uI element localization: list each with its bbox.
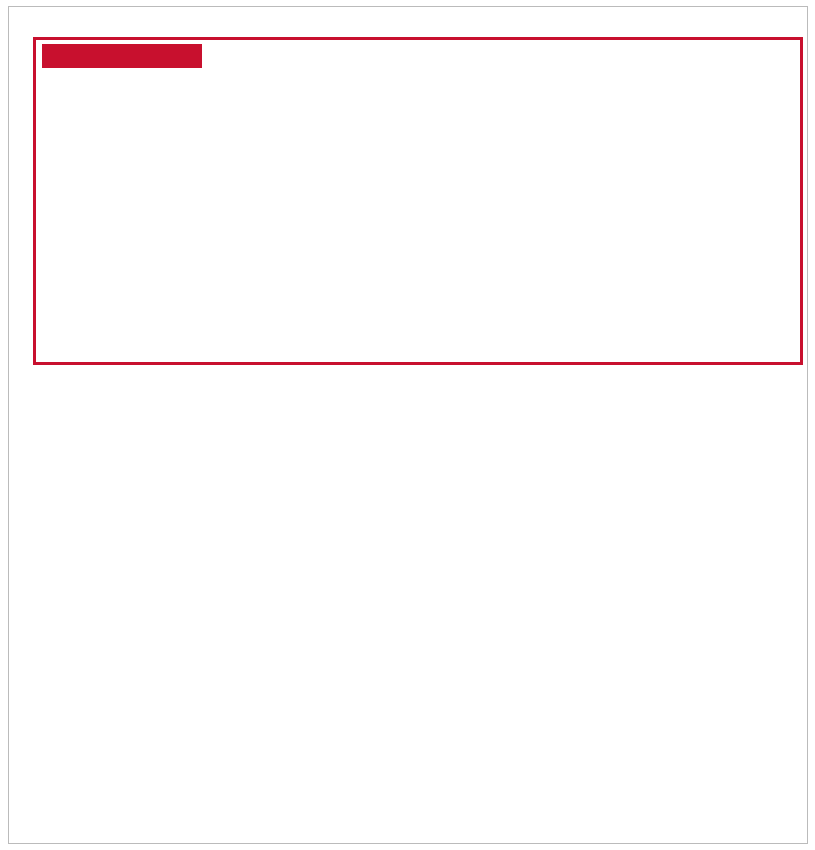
menu-page bbox=[8, 6, 808, 844]
house-special-box bbox=[33, 37, 803, 365]
house-special-title bbox=[42, 44, 202, 68]
